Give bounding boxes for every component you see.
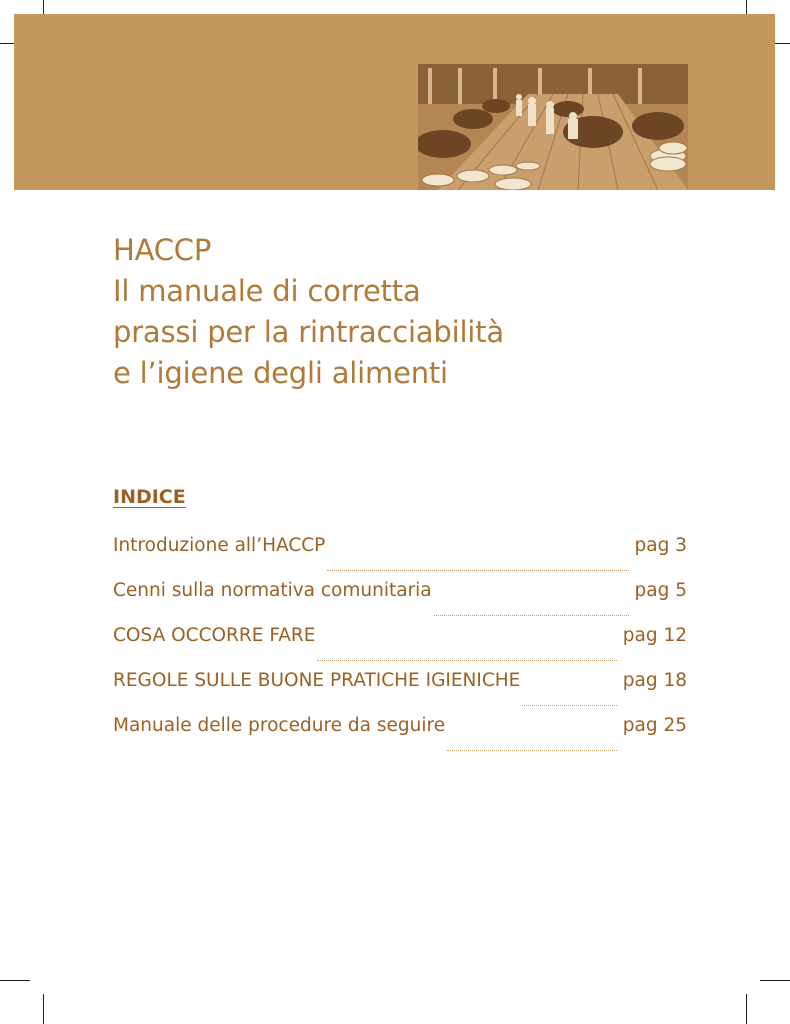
toc-entry[interactable] (113, 670, 687, 715)
toc-entry-label: Cenni sulla normativa comunitaria (113, 580, 432, 601)
toc-entry-page: pag 18 (622, 670, 687, 691)
toc-entry-label: Manuale delle procedure da seguire (113, 715, 446, 736)
title-line: e l’igiene degli alimenti (113, 356, 448, 390)
title-line: HACCP (113, 233, 212, 267)
toc-entry-page: pag 5 (634, 580, 687, 601)
toc-dot-leader (327, 569, 628, 571)
toc-entry-label: Introduzione all’HACCP (113, 535, 326, 556)
crop-mark (0, 980, 30, 981)
toc-entry-page: pag 25 (622, 715, 687, 736)
table-of-contents (113, 535, 687, 760)
toc-entry-page: pag 3 (634, 535, 687, 556)
crop-mark (746, 994, 747, 1024)
crop-mark (760, 980, 790, 981)
toc-entry-label: COSA OCCORRE FARE (113, 625, 316, 646)
crop-mark (43, 994, 44, 1024)
index-heading: INDICE (113, 486, 186, 508)
title-line: prassi per la rintracciabilità (113, 315, 504, 349)
toc-entry-label: REGOLE SULLE BUONE PRATICHE IGIENICHE (113, 670, 521, 691)
cheese-factory-photo (418, 64, 688, 190)
toc-dot-leader (317, 659, 616, 661)
toc-entry[interactable] (113, 715, 687, 760)
toc-dot-leader (434, 614, 629, 616)
document-title (113, 230, 713, 394)
title-line: Il manuale di corretta (113, 274, 421, 308)
toc-entry[interactable] (113, 535, 687, 580)
toc-entry[interactable] (113, 580, 687, 625)
toc-dot-leader (447, 749, 617, 751)
toc-dot-leader (522, 704, 616, 706)
toc-entry[interactable] (113, 625, 687, 670)
toc-entry-page: pag 12 (622, 625, 687, 646)
